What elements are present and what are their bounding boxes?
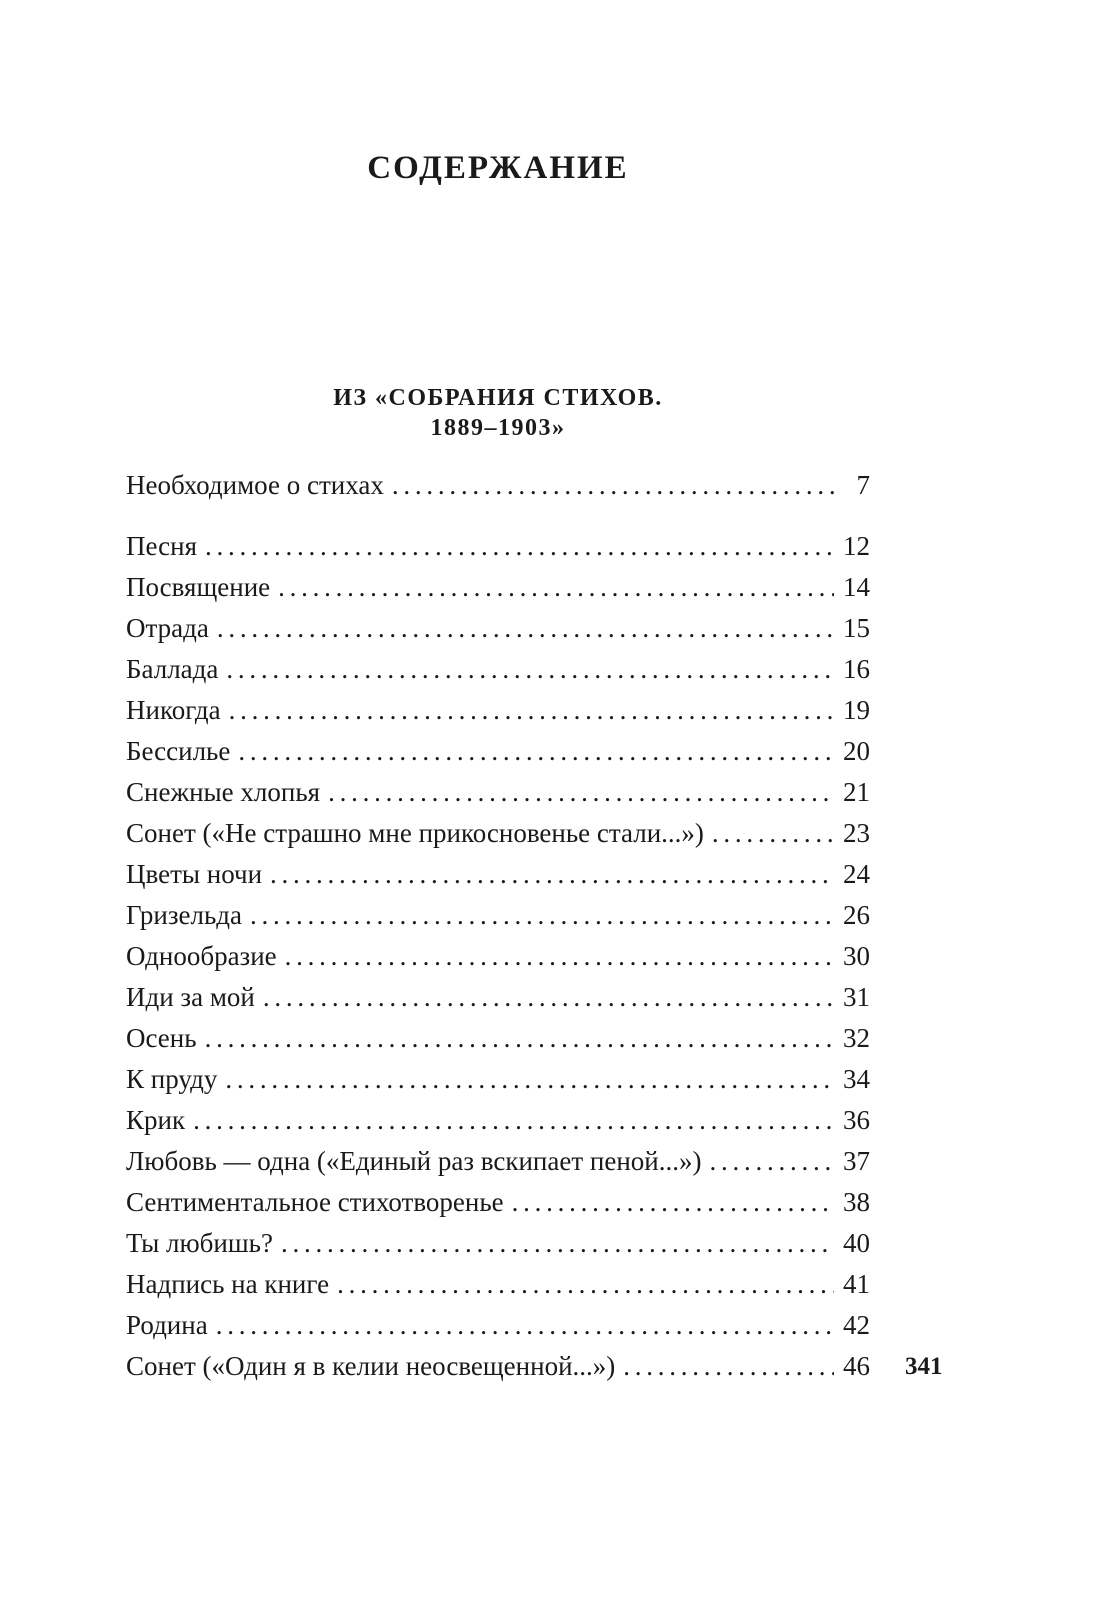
toc-entry-title: Баллада: [126, 654, 219, 684]
toc-entry-title: Сонет («Один я в келии неосвещенной...»): [126, 1351, 616, 1381]
toc-entry[interactable]: [126, 1305, 870, 1346]
dot-leader: [193, 1100, 834, 1141]
toc-entry-page: 15: [843, 613, 870, 643]
dot-leader: [278, 567, 834, 608]
dot-leader: [226, 649, 834, 690]
toc-entry-page: 31: [843, 982, 870, 1012]
toc-entry[interactable]: [126, 895, 870, 936]
dot-leader: [623, 1346, 834, 1387]
toc-entry-page: 14: [843, 572, 870, 602]
toc-entry-page: 12: [843, 531, 870, 561]
toc-entry-title: Осень: [126, 1023, 197, 1053]
toc-entry-title: Сентиментальное стихотворенье: [126, 1187, 504, 1217]
dot-leader: [238, 731, 834, 772]
toc-entry[interactable]: [126, 649, 870, 690]
toc-entry[interactable]: [126, 1059, 870, 1100]
toc-entry-title: Иди за мой: [126, 982, 255, 1012]
toc-entry[interactable]: [126, 813, 870, 854]
toc-entry-title: Крик: [126, 1105, 186, 1135]
dot-leader: [392, 465, 834, 506]
toc-entry-title: Любовь — одна («Единый раз вскипает пеной...»): [126, 1146, 702, 1176]
toc-entry-title: К пруду: [126, 1064, 218, 1094]
toc-entry-page: 40: [843, 1228, 870, 1258]
dot-leader: [205, 526, 834, 567]
toc-entry-title: Бессилье: [126, 736, 231, 766]
dot-leader: [712, 813, 834, 854]
toc-entry-title: Надпись на книге: [126, 1269, 330, 1299]
toc-entry[interactable]: [126, 1141, 870, 1182]
toc-entry-page: 30: [843, 941, 870, 971]
toc-entry[interactable]: [126, 1346, 870, 1387]
dot-leader: [216, 1305, 834, 1346]
dot-leader: [709, 1141, 834, 1182]
dot-leader: [225, 1059, 834, 1100]
toc-entry-title: Однообразие: [126, 941, 277, 971]
table-of-contents: [126, 465, 870, 1387]
toc-entry[interactable]: [126, 936, 870, 977]
toc-entry[interactable]: [126, 567, 870, 608]
toc-entry-page: 19: [843, 695, 870, 725]
toc-entry-page: 21: [843, 777, 870, 807]
section-heading-line-1: ИЗ «СОБРАНИЯ СТИХОВ.: [333, 385, 663, 411]
toc-entry-page: 42: [843, 1310, 870, 1340]
toc-entry-title: Сонет («Не страшно мне прикосновенье стали...»): [126, 818, 704, 848]
toc-entry-title: Снежные хлопья: [126, 777, 321, 807]
dot-leader: [263, 977, 834, 1018]
dot-leader: [250, 895, 834, 936]
dot-leader: [328, 772, 834, 813]
toc-entry-title: Песня: [126, 531, 198, 561]
page-number: 341: [905, 1353, 943, 1380]
toc-entry-page: 32: [843, 1023, 870, 1053]
toc-entry[interactable]: [126, 608, 870, 649]
dot-leader: [281, 1223, 834, 1264]
toc-entry[interactable]: [126, 1182, 870, 1223]
toc-entry[interactable]: [126, 977, 870, 1018]
toc-entry-page: 26: [843, 900, 870, 930]
toc-entry-page: 24: [843, 859, 870, 889]
dot-leader: [229, 690, 834, 731]
toc-entry-title: Отрада: [126, 613, 209, 643]
toc-entry-page: 38: [843, 1187, 870, 1217]
section-heading: [0, 383, 996, 443]
toc-entry[interactable]: [126, 1264, 870, 1305]
dot-leader: [205, 1018, 834, 1059]
toc-entry[interactable]: [126, 1018, 870, 1059]
page-title: СОДЕРЖАНИЕ: [367, 150, 629, 186]
section-heading-line-2: 1889–1903»: [430, 415, 566, 441]
toc-entry[interactable]: [126, 526, 870, 567]
toc-entry-title: Ты любишь?: [126, 1228, 273, 1258]
toc-entry-title: Гризельда: [126, 900, 243, 930]
toc-entry-page: 23: [843, 818, 870, 848]
toc-entry-title: Родина: [126, 1310, 208, 1340]
toc-entry-page: 41: [843, 1269, 870, 1299]
dot-leader: [217, 608, 834, 649]
toc-entry-title: Посвящение: [126, 572, 271, 602]
toc-entry[interactable]: [126, 731, 870, 772]
toc-entry-page: 16: [843, 654, 870, 684]
toc-entry-page: 36: [843, 1105, 870, 1135]
toc-entry[interactable]: [126, 772, 870, 813]
dot-leader: [337, 1264, 834, 1305]
toc-entry-title: Никогда: [126, 695, 221, 725]
toc-entry-page: 20: [843, 736, 870, 766]
toc-entry[interactable]: [126, 1223, 870, 1264]
toc-entry[interactable]: [126, 1100, 870, 1141]
toc-entry-page: 7: [856, 470, 870, 500]
toc-entry-page: 34: [843, 1064, 870, 1094]
toc-entry[interactable]: [126, 854, 870, 895]
toc-entry[interactable]: [126, 690, 870, 731]
dot-leader: [270, 854, 834, 895]
toc-entry-title: Необходимое о стихах: [126, 470, 384, 500]
toc-entry[interactable]: [126, 465, 870, 506]
dot-leader: [285, 936, 834, 977]
toc-entry-page: 37: [843, 1146, 870, 1176]
dot-leader: [512, 1182, 834, 1223]
toc-entry-title: Цветы ночи: [126, 859, 263, 889]
toc-entry-page: 46: [843, 1351, 870, 1381]
